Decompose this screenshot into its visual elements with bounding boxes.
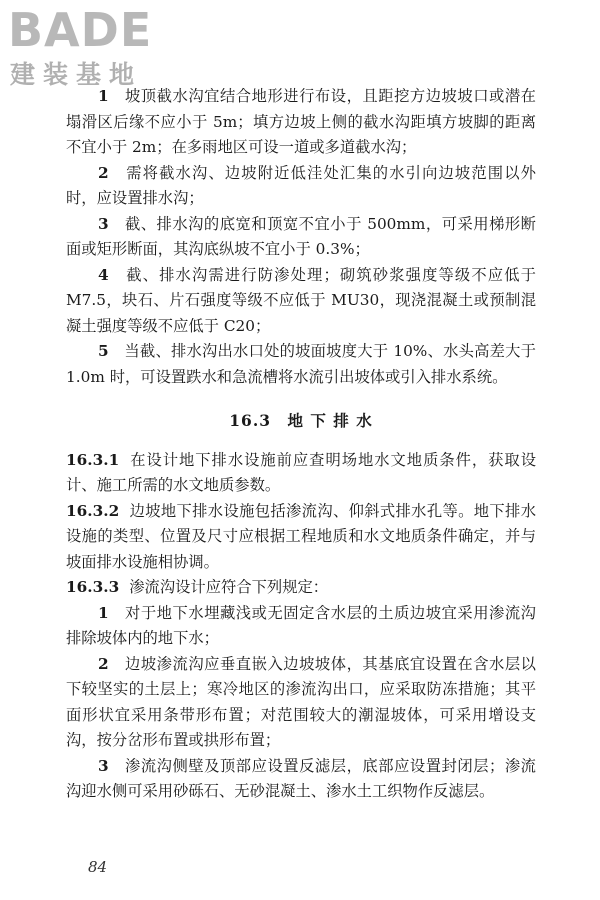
list-item [66,161,536,212]
logo-sub-text: 建装基地 [10,60,143,89]
list-item [66,84,536,161]
page-content [66,84,536,805]
list-item [66,652,536,754]
item-number: 3 [98,756,109,775]
item-number: 5 [98,342,109,360]
item-text: 需将截水沟、边坡附近低洼处汇集的水引向边坡范围以外时，应设置排水沟； [66,163,536,207]
item-number: 2 [98,163,109,182]
clause-number: 16.3.1 [66,450,120,469]
item-text: 当截、排水沟出水口处的坡面坡度大于 10%、水头高差大于 1.0m 时，可设置跌水和急流槽将水流引出坡体或引入排水系统。 [66,342,536,386]
clause-paragraph [66,499,536,576]
clause-paragraph [66,575,536,601]
item-text: 渗流沟侧壁及顶部应设置反滤层，底部应设置封闭层；渗流沟迎水侧可采用砂砾石、无砂混凝土、渗水土工织物作反滤层。 [66,756,536,800]
clause-paragraph [66,448,536,499]
item-number: 1 [98,87,109,105]
list-item [66,212,536,263]
item-text: 坡顶截水沟宜结合地形进行布设，且距挖方边坡坡口或潜在塌滑区后缘不应小于 5m；填方边坡上侧的截水沟距填方坡脚的距离不宜小于 2m；在多雨地区可设一道或多道截水沟； [66,87,536,156]
item-number: 4 [98,265,109,284]
logo-brand-text: BADE [8,3,153,57]
list-item [66,754,536,805]
section-heading: 16.3 地 下 排 水 [229,411,373,430]
item-text: 截、排水沟的底宽和顶宽不宜小于 500mm，可采用梯形断面或矩形断面，其沟底纵坡不宜小于 0.3%； [66,214,536,258]
list-item [66,601,536,652]
clause-text: 边坡地下排水设施包括渗流沟、仰斜式排水孔等。地下排水设施的类型、位置及尺寸应根据工程地质和水文地质条件确定，并与坡面排水设施相协调。 [66,501,536,571]
item-text: 边坡渗流沟应垂直嵌入边坡坡体，其基底宜设置在含水层以下较坚实的土层上；寒冷地区的渗流沟出口，应采取防冻措施；其平面形状宜采用条带形布置；对范围较大的潮湿坡体，可采用增设支沟，按分岔形布置或拱形布置； [66,654,536,749]
list-item [66,339,536,390]
clause-number: 16.3.3 [66,578,120,596]
clause-text: 在设计地下排水设施前应查明场地水文地质条件，获取设计、施工所需的水文地质参数。 [66,450,536,494]
item-text: 对于地下水埋藏浅或无固定含水层的土质边坡宜采用渗流沟排除坡体内的地下水； [66,603,536,647]
item-text: 截、排水沟需进行防渗处理；砌筑砂浆强度等级不应低于 M7.5，块石、片石强度等级不应低于 MU30，现浇混凝土或预制混凝土强度等级不应低于 C20； [66,265,536,335]
item-number: 3 [98,214,109,233]
page-number: 84 [88,858,108,876]
list-item [66,263,536,340]
watermark-logo [8,4,183,94]
item-number: 2 [98,654,109,673]
clause-number: 16.3.2 [66,501,120,520]
clause-text: 渗流沟设计应符合下列规定： [129,578,329,596]
item-number: 1 [98,603,109,622]
